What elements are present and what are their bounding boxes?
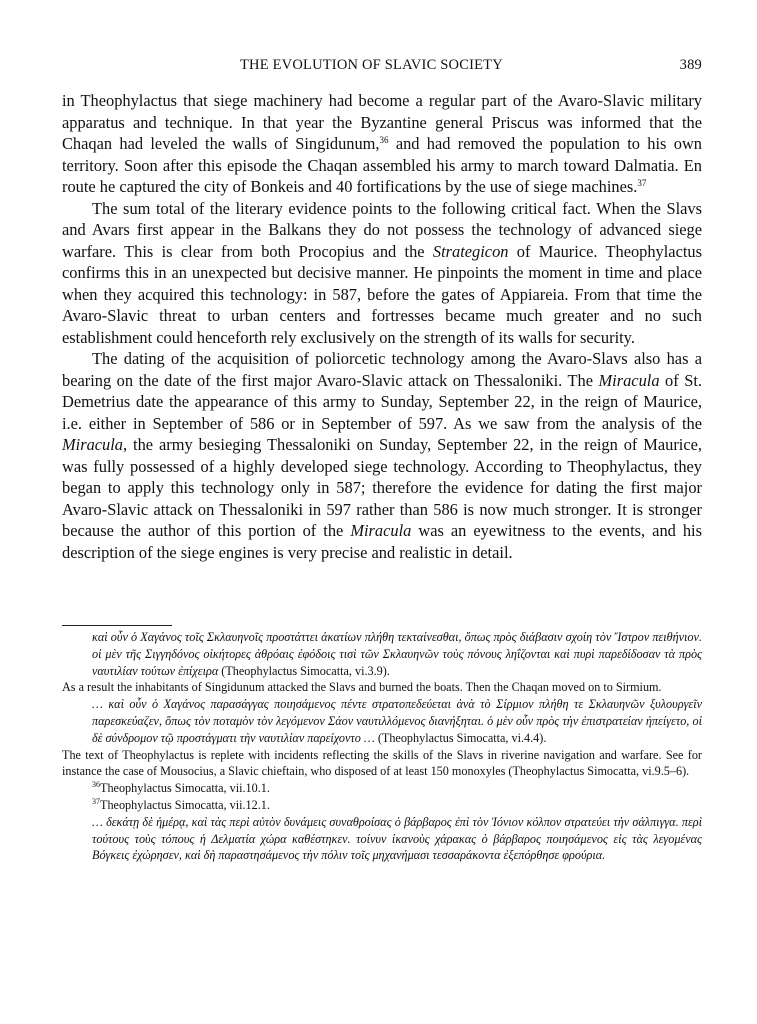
paragraph-2 — [62, 198, 702, 349]
greek-quote: … δεκάτῃ δὲ ἡμέρᾳ, καὶ τὰς περὶ αὐτὸν δυνάμεις συναθροίσας ὁ βάρβαρος ἐπὶ τὸν Ἰόνιον κόλπον στρατεύει τὴν σάλπιγγα. περὶ τούτους τοὺς τόπους ἡ Δελματία χώρα καθέστηκεν. τοίνυν ἱκανοὺς χάρακας ὁ βάρβαρος ποιησάμενος εἰς τὰς λεγομένας Βόγκεις ἐχώρησεν, καὶ δὴ παραστησάμενος τὴν πόλιν τοῖς μηχανήμασι τεσσαράκοντα ἐξεπόρθησε φρούρια. — [92, 814, 702, 863]
greek-text: … καὶ οὖν ὁ Χαγάνος παρασάγγας ποιησάμενος πέντε στρατοπεδεύεται ἀνὰ τὸ Σίρμιον πλήθη τε Σκλαυηνῶν ξυλουργεῖν παρεσκεύαζεν, ὅπως τὸν ποταμὸν τὸν λεγόμενον Σάον ναυτιλλόμενος διανήξηται. ὁ μὲν οὖν πρὸς τὴν ἐπιστρατείαν ἠπείγετο, οἱ δὲ σύνδρομον τῷ προστάγματι τὴν ναυτιλίαν παρείχοντο … — [92, 697, 702, 745]
text-run: of St. Demetrius date the appearance of this army to Sunday, September 22, in the reign of Maurice, i.e. either in September of 586 or in September of 597. As we saw from the analysis of the — [62, 370, 702, 433]
text-run: in Theophylactus that siege machinery had become a regular part of the Avaro-Slavic military apparatus and technique. In that year the Byzantine general Priscus was informed that the Chaqan had leveled the walls of Singidunum, — [62, 91, 702, 153]
italic-title: Strategicon — [432, 241, 509, 261]
page-number: 389 — [679, 57, 702, 73]
footnote-36 — [62, 780, 702, 797]
footnote-text: The text of Theophylactus is replete with incidents reflecting the skills of the Slavs in riverine navigation and warfare. See for instance the case of Mousocius, a Slavic chieftain, who disposed of at least 150 monoxyles (Theophylactus Simocatta, vi.9.5–6). — [62, 747, 702, 779]
footnote-number: 36 — [92, 780, 100, 790]
citation: (Theophylactus Simocatta, vi.4.4). — [374, 730, 547, 745]
footnote-text: As a result the inhabitants of Singidunum attacked the Slavs and burned the boats. Then the Chaqan moved on to Sirmium. — [62, 680, 662, 695]
greek-text: καὶ οὖν ὁ Χαγάνος τοῖς Σκλαυηνοῖς προστάττει ἀκατίων πλήθη τεκταίνεσθαι, ὅπως πρὸς διάβασιν σχοίη τὸν Ἴστρον πειθήνιον. οἱ μὲν τῆς Σιγγηδόνος οἰκήτορες ἀθρόαις ἐφόδοις τισὶ τῶν Σκλαυηνῶν τοὺς πόνους ληΐζονται καὶ πυρὶ παρεδίδοσαν τὰ πρὸς ναυτιλίαν τούτων ἐπίχειρα — [92, 630, 702, 678]
text-run: The dating of the acquisition of poliorcetic technology among the Avaro-Slavs also has a bearing on the date of the first major Avaro-Slavic attack on Thessaloniki. The — [62, 349, 702, 390]
footnotes — [62, 629, 702, 864]
paragraph-3 — [62, 348, 702, 563]
text-run: and had removed the population to his own territory. Soon after this episode the Chaqan assembled his army to march toward Dalmatia. En route he captured the city of Bonkeis and 40 fortifications by the use of siege machines. — [62, 134, 702, 196]
italic-title: Miracula — [598, 370, 660, 390]
text-run: , the army besieging Thessaloniki on Sunday, September 22, in the reign of Maurice, was fully possessed of a highly developed siege technology. According to Theophylactus, they began to apply this technology only in 587; therefore the evidence for dating the first major Avaro-Slavic attack on Thessaloniki in 597 rather than 586 is now much stronger. It is stronger because the author of this portion of the — [62, 435, 702, 540]
greek-quote — [62, 629, 702, 679]
paragraph-1 — [62, 90, 702, 198]
text-run: was an eyewitness to the events, and his description of the siege engines is very precise and realistic in detail. — [62, 521, 702, 562]
greek-quote — [62, 696, 702, 746]
footnote-37 — [62, 797, 702, 814]
footnote-text: Theophylactus Simocatta, vii.12.1. — [100, 797, 270, 812]
running-header — [62, 57, 702, 77]
footnote-text: Theophylactus Simocatta, vii.10.1. — [100, 781, 270, 796]
italic-title: Miracula — [62, 435, 124, 454]
footnote-number: 37 — [92, 796, 100, 806]
running-title: THE EVOLUTION OF SLAVIC SOCIETY — [240, 57, 503, 73]
footnote-rule — [62, 625, 172, 626]
main-text — [62, 90, 702, 563]
italic-title: Miracula — [350, 521, 412, 540]
text-run: The sum total of the literary evidence points to the following critical fact. When the Slavs and Avars first appear in the Balkans they do not possess the technology of advanced siege warfare. This is clear from both Procopius and the — [62, 198, 702, 261]
citation: (Theophylactus Simocatta, vi.3.9). — [218, 663, 390, 678]
footnote-ref-36: 36 — [379, 135, 389, 145]
footnote-ref-37: 37 — [637, 178, 647, 188]
text-run: of Maurice. Theophylactus confirms this in an unexpected but decisive manner. He pinpoints the moment in time and place when they acquired this technology: in 587, before the gates of Appiareia. From that time the Avaro-Slavic threat to urban centers and fortresses became much greater and no such establishment could henceforth rely exclusively on the strength of its walls for security. — [62, 241, 702, 347]
